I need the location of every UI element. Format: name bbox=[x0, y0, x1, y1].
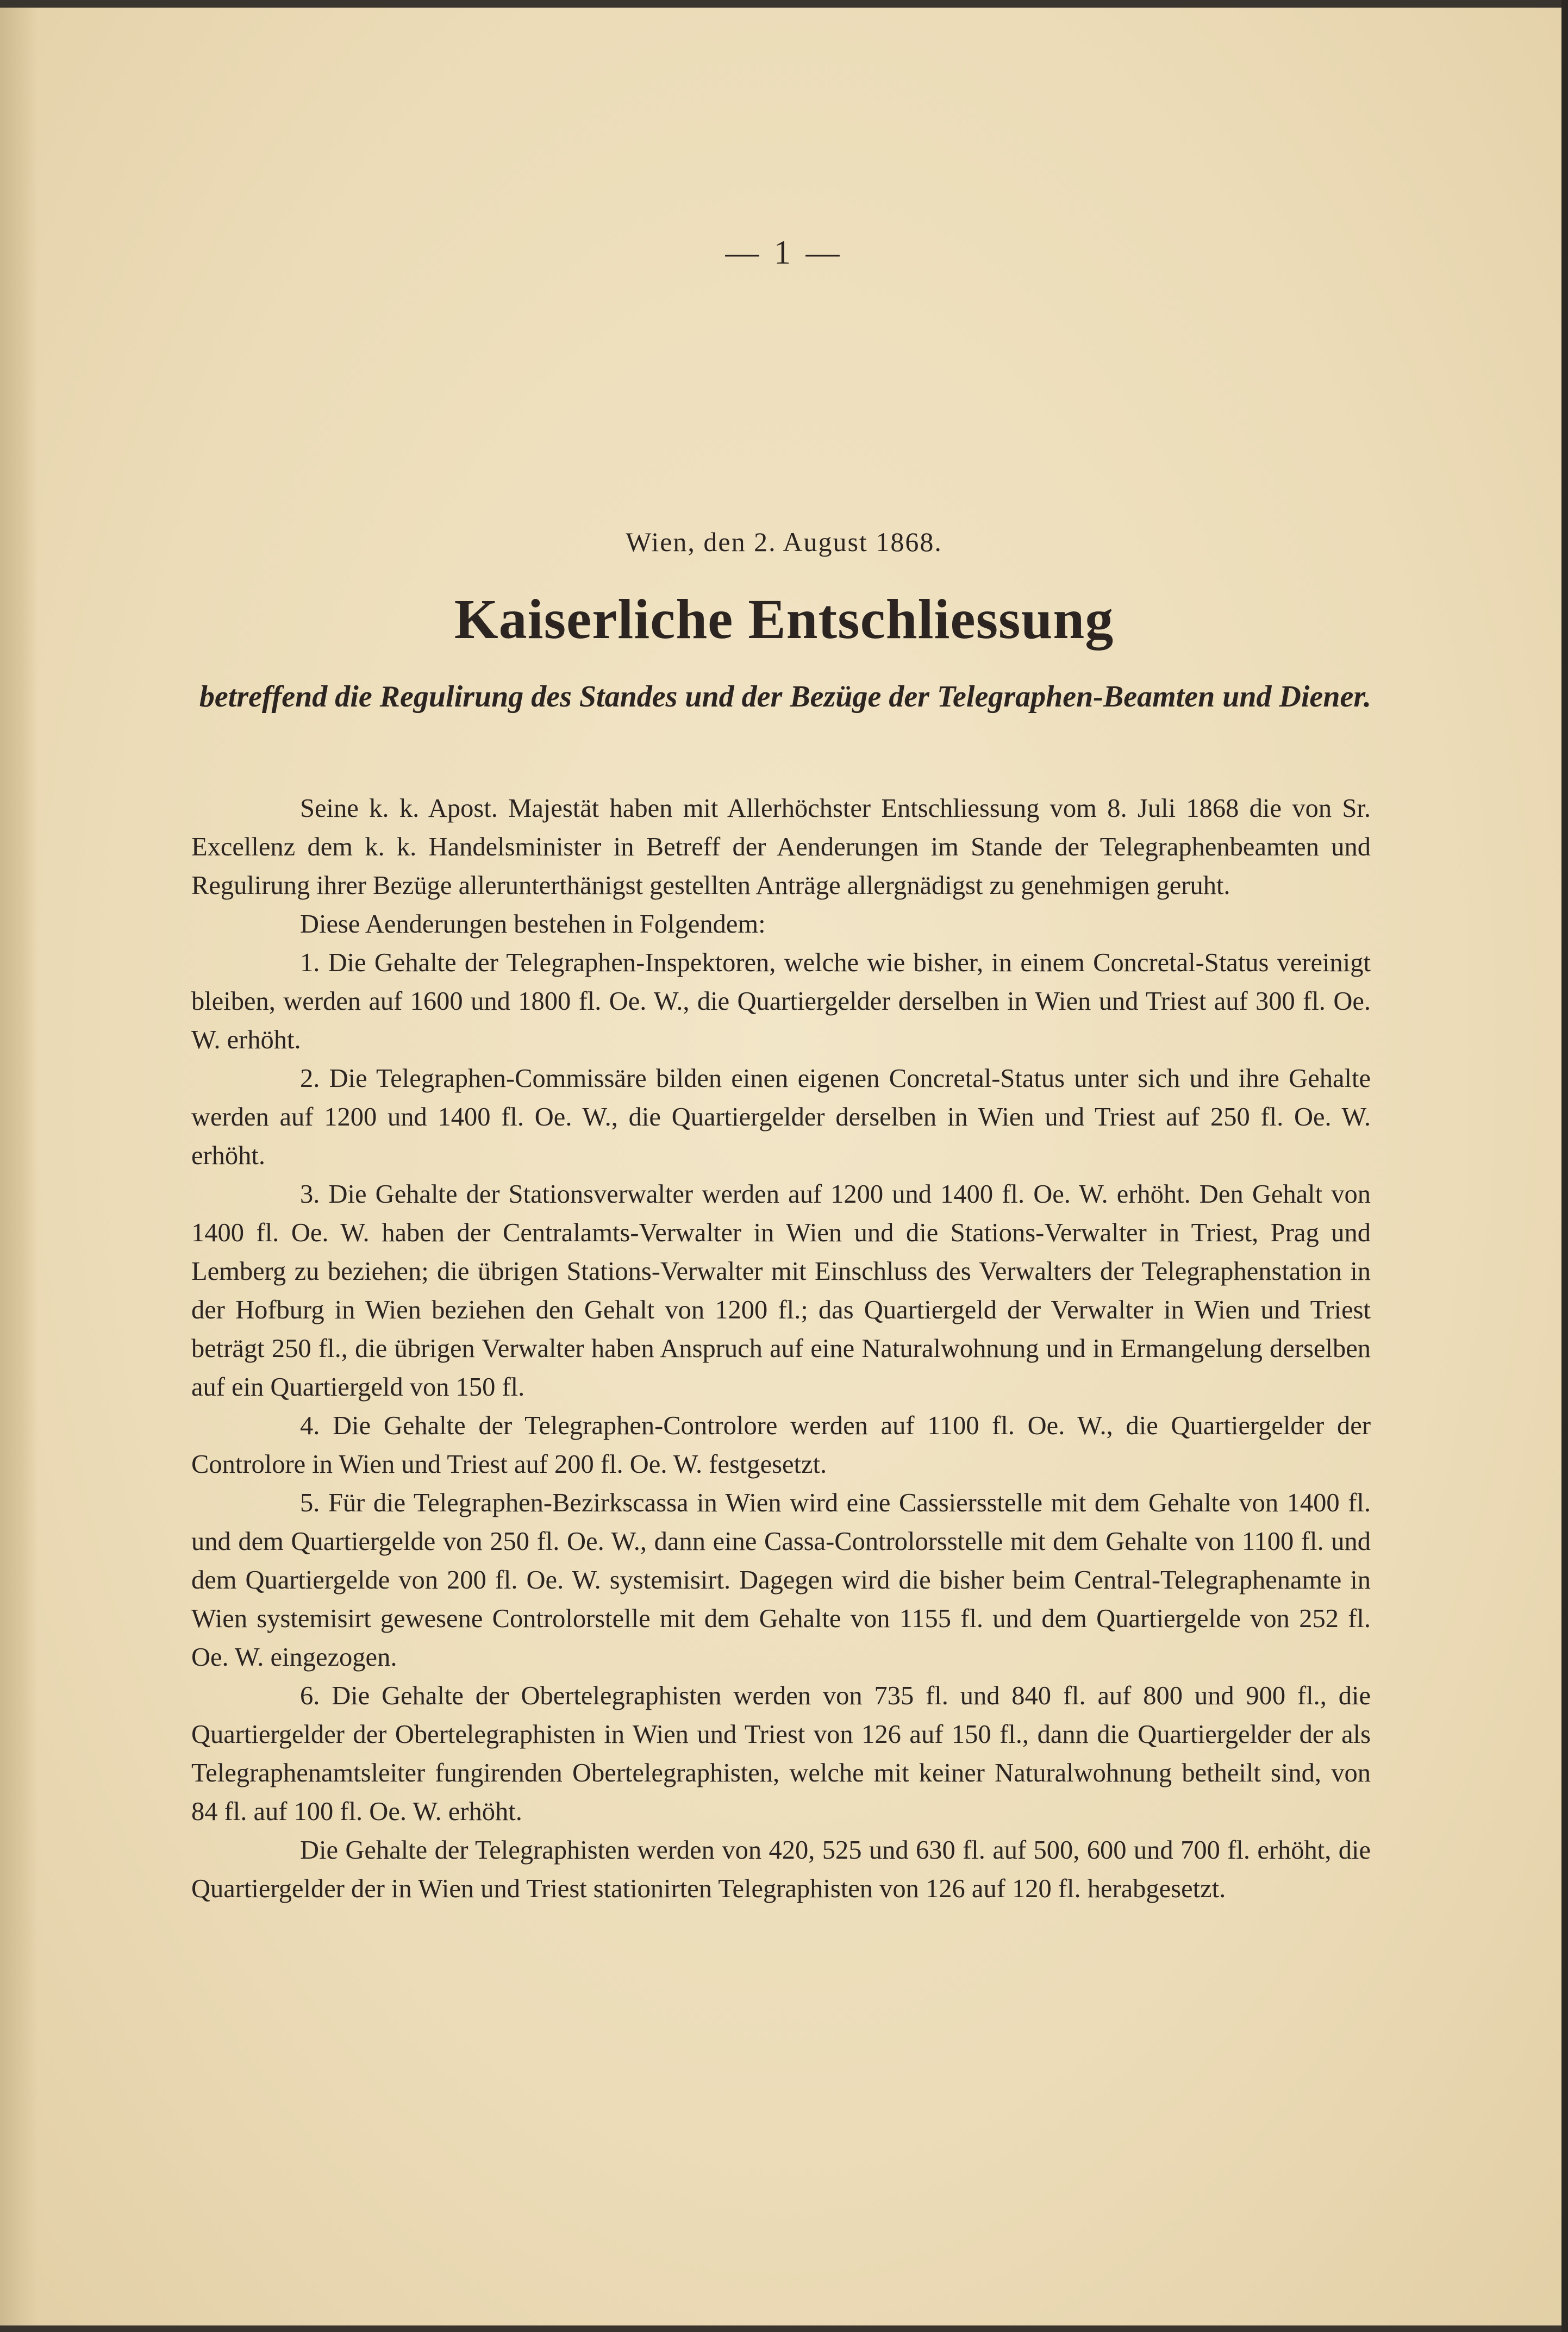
paragraph-item-5: 5. Für die Telegraphen-Bezirkscassa in Wien wird eine Cassiersstelle mit dem Gehalte von 1400 fl. und dem Quartiergelde von 250 fl. Oe. W., dann eine Cassa-Controlorsstelle mit dem Gehalte von 1100 fl. und dem Quartiergelde von 200 fl. Oe. W. systemisirt. Dagegen wird die bisher beim Central-Telegraphenamte in Wien systemisirt gewesene Controlorstelle mit dem Gehalte von 1155 fl. und dem Quartiergelde von 252 fl. Oe. W. eingezogen. bbox=[191, 1489, 1371, 1672]
body-text bbox=[191, 789, 1371, 1908]
paragraph-item-3: 3. Die Gehalte der Stationsverwalter werden auf 1200 und 1400 fl. Oe. W. erhöht. Den Gehalt von 1400 fl. Oe. W. haben der Centralamts-Verwalter in Wien und die Stations-Verwalter in Triest, Prag und Lemberg zu beziehen; die übrigen Stations-Verwalter mit Einschluss des Verwalters der Telegraphenstation in der Hofburg in Wien beziehen den Gehalt von 1200 fl.; das Quartiergeld der Verwalter in Wien und Triest beträgt 250 fl., die übrigen Verwalter haben Anspruch auf eine Naturalwohnung und in Ermangelung derselben auf ein Quartiergeld von 150 fl. bbox=[191, 1180, 1371, 1402]
dateline: Wien, den 2. August 1868. bbox=[626, 527, 942, 557]
page-top-edge bbox=[0, 0, 1568, 8]
paragraph-telegraphisten: Die Gehalte der Telegraphisten werden von 420, 525 und 630 fl. auf 500, 600 und 700 fl. erhöht, die Quartiergelder der in Wien und Triest stationirten Telegraphisten von 126 auf 120 fl. herabgesetzt. bbox=[191, 1836, 1371, 1903]
document-subtitle: betreffend die Regulirung des Standes und der Bezüge der Telegraphen-Beamten und Diener. bbox=[199, 680, 1372, 714]
paragraph-intro: Seine k. k. Apost. Majestät haben mit Allerhöchster Entschliessung vom 8. Juli 1868 die von Sr. Excellenz dem k. k. Handelsminister in Betreff der Aenderungen im Stande der Telegraphenbeamten und Regulirung ihrer Bezüge allerunterthänigst gestellten Anträge allergnädigst zu genehmigen geruht. bbox=[191, 794, 1371, 900]
page-number: — 1 — bbox=[725, 234, 843, 271]
paragraph-item-6: 6. Die Gehalte der Obertelegraphisten werden von 735 fl. und 840 fl. auf 800 und 900 fl., die Quartiergelder der Obertelegraphisten in Wien und Triest von 126 auf 150 fl., dann die Quartiergelder der als Telegraphenamtsleiter fungirenden Obertelegraphisten, welche mit keiner Naturalwohnung betheilt sind, von 84 fl. auf 100 fl. Oe. W. erhöht. bbox=[191, 1681, 1371, 1826]
page-bottom-edge bbox=[0, 2325, 1568, 2332]
paragraph-item-2: 2. Die Telegraphen-Commissäre bilden einen eigenen Concretal-Status unter sich und ihre Gehalte werden auf 1200 und 1400 fl. Oe. W., die Quartiergelder derselben in Wien und Triest auf 250 fl. Oe. W. erhöht. bbox=[191, 1064, 1371, 1170]
paragraph-changes-heading: Diese Aenderungen bestehen in Folgendem: bbox=[300, 910, 766, 939]
page-left-edge bbox=[0, 0, 38, 2332]
paragraph-item-1: 1. Die Gehalte der Telegraphen-Inspektoren, welche wie bisher, in einem Concretal-Status vereinigt bleiben, werden auf 1600 und 1800 fl. Oe. W., die Quartiergelder derselben in Wien und Triest auf 300 fl. Oe. W. erhöht. bbox=[191, 948, 1371, 1054]
paragraph-item-4: 4. Die Gehalte der Telegraphen-Controlore werden auf 1100 fl. Oe. W., die Quartiergelder der Controlore in Wien und Triest auf 200 fl. Oe. W. festgesetzt. bbox=[191, 1411, 1371, 1479]
page-right-edge bbox=[1561, 0, 1568, 2332]
document-title: Kaiserliche Entschliessung bbox=[454, 588, 1114, 651]
